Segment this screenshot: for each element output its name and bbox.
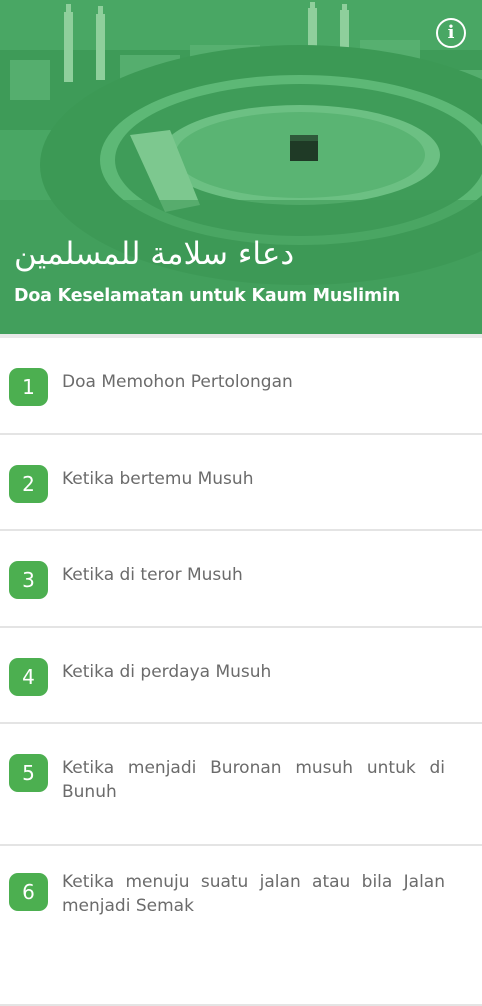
masjid-al-haram-image: [0, 0, 482, 334]
header-banner: [0, 0, 482, 334]
item-label: Ketika bertemu Musuh: [62, 468, 254, 489]
item-number-badge: 1: [9, 368, 48, 406]
list-item-5[interactable]: [0, 724, 482, 846]
item-number-badge: 5: [9, 754, 48, 792]
item-label: Ketika menjadi Buronan musuh untuk di Bunuh: [62, 758, 445, 802]
list-item-4[interactable]: [0, 628, 482, 725]
list-item-6[interactable]: [0, 846, 482, 1006]
item-number-badge: 6: [9, 873, 48, 911]
item-number-badge: 3: [9, 561, 48, 599]
item-label: Ketika di teror Musuh: [62, 565, 243, 585]
item-label: Doa Memohon Pertolongan: [62, 372, 293, 392]
doa-list: [0, 338, 482, 1006]
page-title: Doa Keselamatan untuk Kaum Muslimin: [14, 286, 401, 306]
item-label: Ketika di perdaya Musuh: [62, 661, 272, 682]
item-number-badge: 2: [9, 465, 48, 503]
list-item-3[interactable]: [0, 531, 482, 628]
item-label: Ketika menuju suatu jalan atau bila Jalan menjadi Semak: [62, 872, 445, 916]
info-button[interactable]: [436, 18, 466, 48]
list-item-2[interactable]: [0, 435, 482, 532]
item-number-badge: 4: [9, 658, 48, 696]
info-icon: i: [447, 22, 455, 43]
list-item-1[interactable]: [0, 338, 482, 435]
arabic-title: دعاء سلامة للمسلمين: [14, 236, 295, 272]
